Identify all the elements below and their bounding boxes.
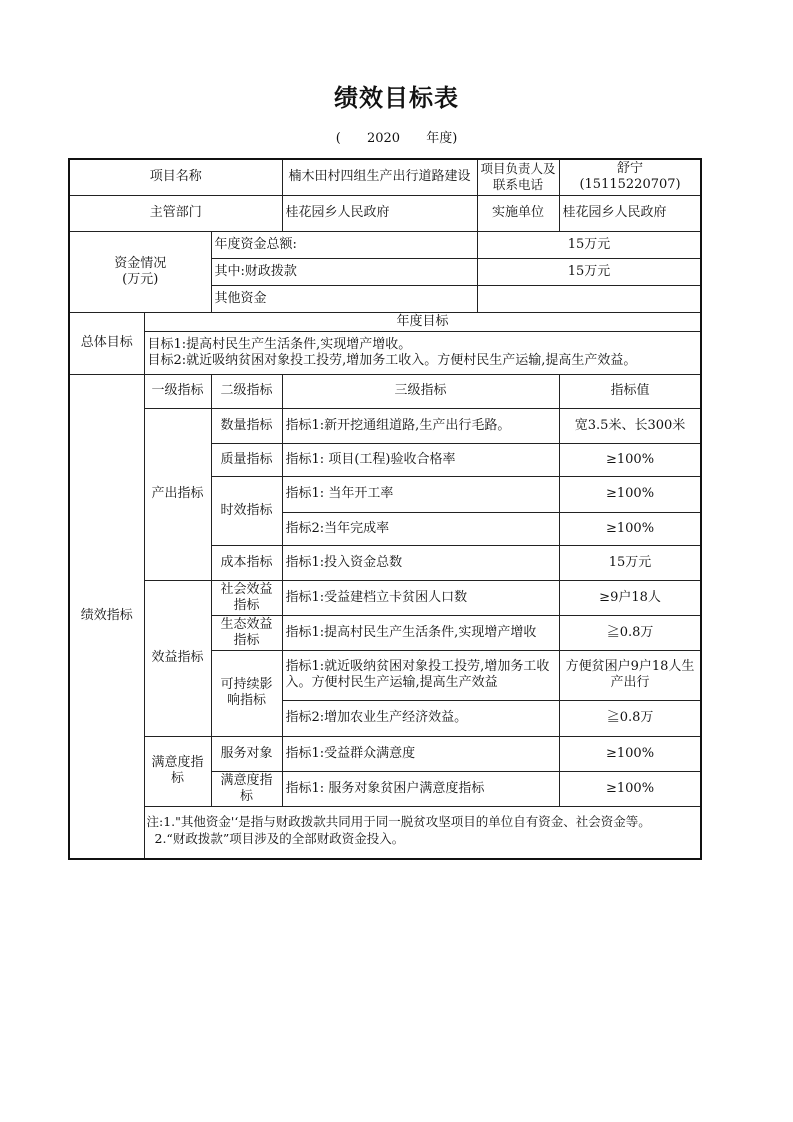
page-title: 绩效目标表 bbox=[334, 84, 459, 112]
benefit-label: 效益指标 bbox=[144, 580, 211, 736]
project-name-value: 楠木田村四组生产出行道路建设 bbox=[282, 159, 477, 195]
satisfaction-indicator: 指标1: 服务对象贫困户满意度指标 bbox=[282, 771, 559, 806]
satisfaction-sub-label: 满意度指标 bbox=[211, 771, 282, 806]
perf-label: 绩效指标 bbox=[69, 374, 144, 859]
project-name-label: 项目名称 bbox=[69, 159, 282, 195]
overall-goal-2: 目标2:就近吸纳贫困对象投工投劳,增加务工收入。方便村民生产运输,提高生产效益。 bbox=[147, 352, 637, 368]
year-label: 年度) bbox=[426, 131, 458, 146]
funds-label-line1: 资金情况 bbox=[114, 255, 167, 271]
time-value-1: ≥100% bbox=[559, 476, 701, 512]
year-line bbox=[0, 127, 793, 146]
col-level3: 三级指标 bbox=[282, 374, 559, 408]
quantity-indicator: 指标1:新开挖通组道路,生产出行毛路。 bbox=[282, 408, 559, 443]
service-target-label: 服务对象 bbox=[211, 736, 282, 771]
cost-value: 15万元 bbox=[559, 545, 701, 580]
time-value-2: ≥100% bbox=[559, 512, 701, 545]
sustain-label: 可持续影响指标 bbox=[211, 650, 282, 736]
sustain-value-2: ≧0.8万 bbox=[559, 700, 701, 736]
social-label: 社会效益指标 bbox=[211, 580, 282, 615]
satisfaction-value: ≥100% bbox=[559, 771, 701, 806]
time-indicator-1: 指标1: 当年开工率 bbox=[282, 476, 559, 512]
dept-label: 主管部门 bbox=[69, 195, 282, 231]
funds-other-label: 其他资金 bbox=[211, 285, 477, 312]
responsible-phone: (15115220707) bbox=[579, 177, 681, 193]
cost-indicator: 指标1:投入资金总数 bbox=[282, 545, 559, 580]
dept-value: 桂花园乡人民政府 bbox=[282, 195, 477, 231]
output-label: 产出指标 bbox=[144, 408, 211, 580]
responsible-value bbox=[559, 159, 701, 195]
year-value: 2020 bbox=[366, 131, 401, 146]
service-target-value: ≥100% bbox=[559, 736, 701, 771]
funds-other-value bbox=[477, 285, 701, 312]
quantity-label: 数量指标 bbox=[211, 408, 282, 443]
service-target-indicator: 指标1:受益群众满意度 bbox=[282, 736, 559, 771]
quality-label: 质量指标 bbox=[211, 443, 282, 476]
note-line-2: 2.“财政拨款”项目涉及的全部财政资金投入。 bbox=[154, 830, 405, 846]
quality-indicator: 指标1: 项目(工程)验收合格率 bbox=[282, 443, 559, 476]
funds-total-value: 15万元 bbox=[477, 231, 701, 258]
eco-value: ≧0.8万 bbox=[559, 615, 701, 650]
quality-value: ≥100% bbox=[559, 443, 701, 476]
funds-fiscal-value: 15万元 bbox=[477, 258, 701, 285]
funds-fiscal-label: 其中:财政拨款 bbox=[211, 258, 477, 285]
performance-table bbox=[68, 158, 702, 860]
eco-label: 生态效益指标 bbox=[211, 615, 282, 650]
overall-goal-1: 目标1:提高村民生产生活条件,实现增产增收。 bbox=[147, 336, 412, 352]
year-open: ( bbox=[335, 131, 341, 146]
sustain-indicator-1: 指标1:就近吸纳贫困对象投工投劳,增加务工收入。方便村民生产运输,提高生产效益 bbox=[282, 650, 559, 700]
impl-label: 实施单位 bbox=[477, 195, 559, 231]
time-indicator-2: 指标2:当年完成率 bbox=[282, 512, 559, 545]
time-label: 时效指标 bbox=[211, 476, 282, 545]
funds-label-line2: (万元) bbox=[122, 271, 159, 287]
cost-label: 成本指标 bbox=[211, 545, 282, 580]
quantity-value: 宽3.5米、长300米 bbox=[559, 408, 701, 443]
funds-label bbox=[69, 231, 211, 312]
col-value: 指标值 bbox=[559, 374, 701, 408]
overall-goal-text bbox=[144, 331, 701, 374]
notes bbox=[144, 806, 701, 859]
eco-indicator: 指标1:提高村民生产生活条件,实现增产增收 bbox=[282, 615, 559, 650]
overall-goal-label: 总体目标 bbox=[69, 312, 144, 374]
overall-goal-header: 年度目标 bbox=[144, 312, 701, 331]
sustain-indicator-2: 指标2:增加农业生产经济效益。 bbox=[282, 700, 559, 736]
satisfaction-label: 满意度指标 bbox=[144, 736, 211, 806]
note-line-1: 注:1."其他资金'‘是指与财政拨款共同用于同一脱贫攻坚项目的单位自有资金、社会资金等。 bbox=[146, 813, 651, 829]
sustain-value-1: 方便贫困户9户18人生产出行 bbox=[559, 650, 701, 700]
responsible-label: 项目负责人及联系电话 bbox=[477, 159, 559, 195]
col-level1: 一级指标 bbox=[144, 374, 211, 408]
social-value: ≥9户18人 bbox=[559, 580, 701, 615]
responsible-name: 舒宁 bbox=[617, 161, 644, 177]
impl-value: 桂花园乡人民政府 bbox=[559, 195, 701, 231]
col-level2: 二级指标 bbox=[211, 374, 282, 408]
funds-total-label: 年度资金总额: bbox=[211, 231, 477, 258]
social-indicator: 指标1:受益建档立卡贫困人口数 bbox=[282, 580, 559, 615]
